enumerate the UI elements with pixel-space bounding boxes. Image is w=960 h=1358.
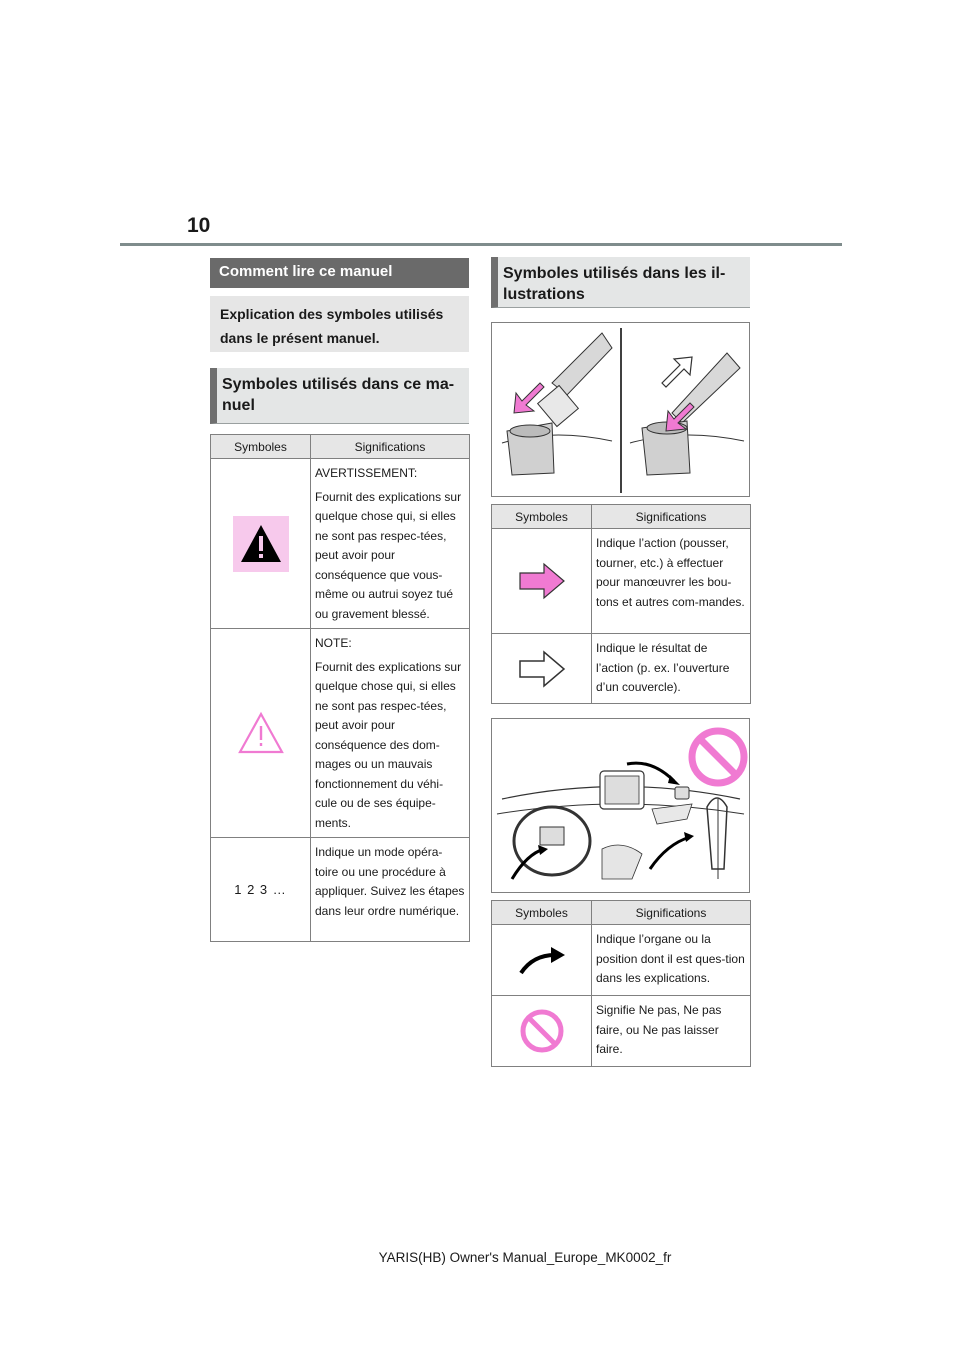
symbol-cell xyxy=(211,629,311,838)
pointer-arrow-text: Indique l’organe ou la position dont il est ques-tion dans les explications. xyxy=(596,932,745,985)
table-row xyxy=(211,629,470,838)
numbered-steps-icon: 1 2 3 … xyxy=(234,882,287,897)
symbol-cell xyxy=(492,529,592,634)
warning-title: AVERTISSEMENT: xyxy=(315,466,418,480)
curved-pointer-arrow-icon xyxy=(517,943,567,977)
col-symbols-header: Symboles xyxy=(211,435,311,459)
col-meanings-header: Significations xyxy=(311,435,470,459)
col-symbols-header: Symboles xyxy=(492,505,592,529)
steps-text: Indique un mode opéra-toire ou une procédure à appliquer. Suivez les étapes dans leur ordre numérique. xyxy=(315,845,465,918)
note-title: NOTE: xyxy=(315,636,352,650)
table-header-row xyxy=(492,901,751,925)
page-number: 10 xyxy=(187,214,211,237)
col-meanings-header: Significations xyxy=(592,901,751,925)
pink-arrow-icon xyxy=(518,561,566,601)
heading-illustration-symbols: Symboles utilisés dans les il-lustrations xyxy=(491,257,750,308)
col-meanings-header: Significations xyxy=(592,505,751,529)
table-header-row xyxy=(492,505,751,529)
table-header-row xyxy=(211,435,470,459)
table-row xyxy=(492,996,751,1067)
illustration-markers-table xyxy=(491,900,751,1067)
table-row xyxy=(492,529,751,634)
prohibition-icon xyxy=(519,1008,565,1054)
meaning-cell xyxy=(311,459,470,629)
warning-triangle-filled-icon xyxy=(233,516,289,572)
result-arrow-text: Indique le résultat de l’action (p. ex. l’ouverture d’un couvercle). xyxy=(596,641,730,694)
meaning-cell xyxy=(592,925,751,996)
symbol-cell xyxy=(492,634,592,704)
heading-manual-symbols: Symboles utilisés dans ce ma-nuel xyxy=(210,368,469,424)
illustration-arrows-table xyxy=(491,504,751,704)
dashboard-illustration xyxy=(491,718,750,893)
table-row xyxy=(211,459,470,629)
table-row xyxy=(492,925,751,996)
table-row xyxy=(211,838,470,942)
col-symbols-header: Symboles xyxy=(492,901,592,925)
seatbelt-illustration xyxy=(491,322,750,497)
warning-text: Fournit des explications sur quelque chose qui, si elles ne sont pas respec-tées, peut avoir pour conséquence que vous-même ou autrui soyez tué ou gravement blessé. xyxy=(315,489,462,621)
symbol-cell xyxy=(211,838,311,942)
top-rule xyxy=(120,243,842,246)
action-arrow-text: Indique l’action (pousser, tourner, etc.) à effectuer pour manœuvrer les bou-tons et autres com-mandes. xyxy=(596,536,745,609)
outline-arrow-icon xyxy=(518,649,566,689)
dashboard-drawing xyxy=(492,719,749,892)
meaning-cell xyxy=(592,996,751,1067)
intro-text: Explication des symboles utilisés dans le présent manuel. xyxy=(210,296,469,352)
meaning-cell xyxy=(311,838,470,942)
meaning-cell xyxy=(592,529,751,634)
symbol-cell xyxy=(492,925,592,996)
symbol-cell xyxy=(211,459,311,629)
table-row xyxy=(492,634,751,704)
note-text: Fournit des explications sur quelque chose qui, si elles ne sont pas respec-tées, peut avoir pour conséquence des dom-mages ou un mauvais fonctionnement du véhi-cule ou de ses équipe-ments. xyxy=(315,659,462,830)
seatbelt-drawing xyxy=(492,323,749,496)
warning-triangle-outline-icon xyxy=(236,710,286,756)
symbol-cell xyxy=(492,996,592,1067)
footer: YARIS(HB) Owner's Manual_Europe_MK0002_fr xyxy=(378,1250,672,1265)
manual-symbols-table xyxy=(210,434,470,942)
meaning-cell xyxy=(311,629,470,838)
prohibition-text: Signifie Ne pas, Ne pas faire, ou Ne pas laisser faire. xyxy=(596,1003,722,1056)
meaning-cell xyxy=(592,634,751,704)
section-title: Comment lire ce manuel xyxy=(210,258,469,288)
